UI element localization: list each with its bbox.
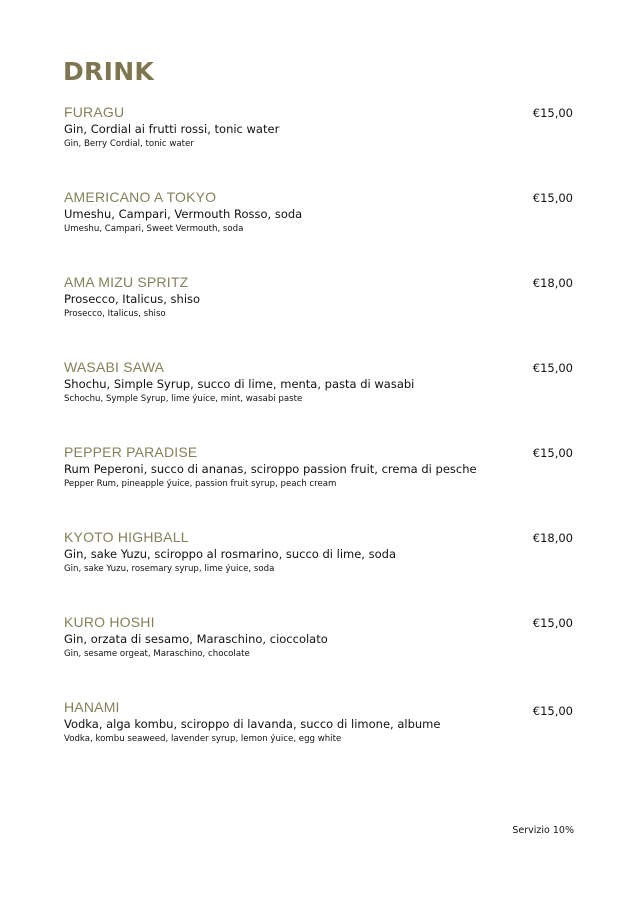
item-description-italian: Gin, orzata di sesamo, Maraschino, cioccolato: [64, 632, 328, 646]
page-title: DRINK: [63, 57, 155, 86]
item-price: €15,00: [532, 361, 573, 375]
item-name: PEPPER PARADISE: [64, 444, 198, 460]
item-description-english: Gin, sake Yuzu, rosemary syrup, lime ýuice, soda: [64, 564, 275, 574]
item-price: €15,00: [532, 191, 573, 205]
item-description-english: Schochu, Symple Syrup, lime ýuice, mint, wasabi paste: [64, 394, 303, 404]
item-description-italian: Umeshu, Campari, Vermouth Rosso, soda: [64, 207, 303, 221]
item-price: €15,00: [532, 704, 573, 718]
item-description-english: Gin, Berry Cordial, tonic water: [64, 139, 194, 149]
item-name: WASABI SAWA: [64, 359, 165, 375]
item-name: KURO HOSHI: [64, 614, 155, 630]
item-name: AMERICANO A TOKYO: [64, 189, 217, 205]
item-description-italian: Prosecco, Italicus, shiso: [64, 292, 201, 306]
menu-item: [64, 104, 576, 189]
item-description-italian: Gin, Cordial ai frutti rossi, tonic water: [64, 122, 280, 136]
item-description-english: Vodka, kombu seaweed, lavender syrup, lemon ýuice, egg white: [64, 734, 342, 744]
menu-item: [64, 444, 576, 529]
item-price: €18,00: [532, 531, 573, 545]
item-name: KYOTO HIGHBALL: [64, 529, 189, 545]
item-name: AMA MIZU SPRITZ: [64, 274, 189, 290]
item-description-italian: Shochu, Simple Syrup, succo di lime, menta, pasta di wasabi: [64, 377, 415, 391]
item-price: €15,00: [532, 106, 573, 120]
item-price: €18,00: [532, 276, 573, 290]
drink-list: [64, 104, 576, 779]
menu-item: [64, 529, 576, 614]
menu-item: [64, 189, 576, 274]
item-name: HANAMI: [64, 699, 120, 715]
item-description-italian: Rum Peperoni, succo di ananas, sciroppo passion fruit, crema di pesche: [64, 462, 477, 476]
item-description-english: Umeshu, Campari, Sweet Vermouth, soda: [64, 224, 244, 234]
item-description-italian: Gin, sake Yuzu, sciroppo al rosmarino, succo di lime, soda: [64, 547, 396, 561]
menu-item: [64, 699, 576, 779]
item-description-english: Gin, sesame orgeat, Maraschino, chocolate: [64, 649, 250, 659]
service-charge-note: Servizio 10%: [512, 825, 574, 836]
item-name: FURAGU: [64, 104, 125, 120]
item-description-english: Prosecco, Italicus, shiso: [64, 309, 166, 319]
menu-item: [64, 274, 576, 359]
item-price: €15,00: [532, 616, 573, 630]
menu-item: [64, 359, 576, 444]
item-description-italian: Vodka, alga kombu, sciroppo di lavanda, succo di limone, albume: [64, 717, 441, 731]
item-description-english: Pepper Rum, pineapple ýuice, passion fruit syrup, peach cream: [64, 479, 337, 489]
menu-item: [64, 614, 576, 699]
item-price: €15,00: [532, 446, 573, 460]
